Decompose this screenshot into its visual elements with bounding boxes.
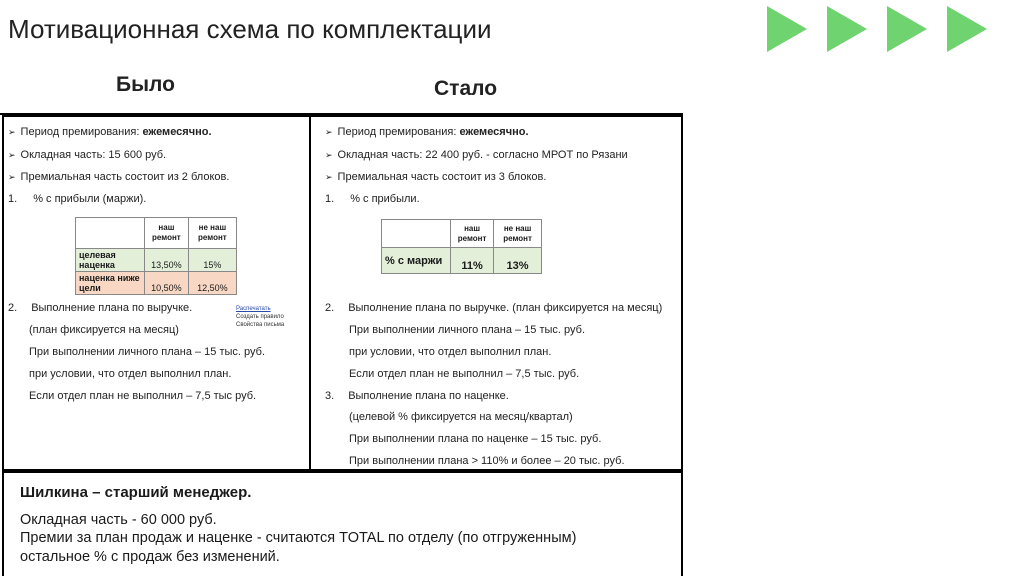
create-rule-item[interactable]: Создать правило <box>236 314 284 320</box>
table-row: % с маржи 11% 13% <box>382 248 542 274</box>
before-dept-fail: Если отдел план не выполнил – 7,5 тыс руб. <box>29 390 257 402</box>
manager-rest: остальное % с продаж без изменений. <box>20 549 280 565</box>
before-block2: 2. Выполнение плана по выручке. <box>8 302 193 314</box>
table-corner <box>76 218 145 249</box>
play-arrow-icon <box>945 4 989 54</box>
table-corner <box>382 220 451 248</box>
after-block1: 1. % с прибыли. <box>325 193 420 205</box>
before-period: ➢ Период премирования: ежемесячно. <box>8 126 212 138</box>
table-row: целевая наценка 13,50% 15% <box>76 249 237 272</box>
after-dept-condition: при условии, что отдел выполнил план. <box>349 346 552 358</box>
context-menu <box>236 305 284 329</box>
after-block2: 2. Выполнение плана по выручке. (план фиксируется на месяц) <box>325 302 663 314</box>
before-salary: ➢ Окладная часть: 15 600 руб. <box>8 149 167 161</box>
column-heading-before: Было <box>116 73 175 96</box>
after-premium: ➢ Премиальная часть состоит из 3 блоков. <box>325 171 547 183</box>
after-markup-over: При выполнении плана > 110% и более – 20 тыс. руб. <box>349 455 625 467</box>
before-dept-condition: при условии, что отдел выполнил план. <box>29 368 232 380</box>
before-block1: 1. % с прибыли (маржи). <box>8 193 147 205</box>
page-title: Мотивационная схема по комплектации <box>8 14 492 44</box>
after-dept-fail: Если отдел план не выполнил – 7,5 тыс. руб. <box>349 368 580 380</box>
table-row: наценка ниже цели 10,50% 12,50% <box>76 272 237 295</box>
arrow-bullet-icon: ➢ <box>8 127 16 137</box>
after-margin-table <box>381 219 542 274</box>
table-header: не наш ремонт <box>188 218 236 249</box>
arrow-bullet-icon: ➢ <box>325 150 333 160</box>
before-personal-plan: При выполнении личного плана – 15 тыс. руб. <box>29 346 266 358</box>
after-block3: 3. Выполнение плана по наценке. <box>325 390 509 402</box>
arrow-bullet-icon: ➢ <box>8 150 16 160</box>
after-markup-plan: При выполнении плана по наценке – 15 тыс. руб. <box>349 433 602 445</box>
before-premium: ➢ Премиальная часть состоит из 2 блоков. <box>8 171 230 183</box>
after-markup-note: (целевой % фиксируется на месяц/квартал) <box>349 411 573 423</box>
manager-bonus: Премии за план продаж и наценке - считаются TOTAL по отделу (по отгруженным) <box>20 530 577 546</box>
manager-salary: Окладная часть - 60 000 руб. <box>20 512 217 528</box>
table-header: наш ремонт <box>145 218 189 249</box>
decorative-arrows <box>765 4 1005 54</box>
before-plan-note: (план фиксируется на месяц) <box>29 324 179 336</box>
arrow-bullet-icon: ➢ <box>325 172 333 182</box>
play-arrow-icon <box>825 4 869 54</box>
after-personal-plan: При выполнении личного плана – 15 тыс. руб. <box>349 324 586 336</box>
after-salary: ➢ Окладная часть: 22 400 руб. - согласно МРОТ по Рязани <box>325 149 628 161</box>
manager-heading: Шилкина – старший менеджер. <box>20 484 252 501</box>
play-arrow-icon <box>885 4 929 54</box>
before-margin-table <box>75 217 237 295</box>
arrow-bullet-icon: ➢ <box>325 127 333 137</box>
message-properties-item[interactable]: Свойства письма <box>236 322 285 328</box>
arrow-bullet-icon: ➢ <box>8 172 16 182</box>
print-link[interactable]: Распечатать <box>236 306 271 312</box>
after-period: ➢ Период премирования: ежемесячно. <box>325 126 529 138</box>
play-arrow-icon <box>765 4 809 54</box>
table-header: не наш ремонт <box>494 220 542 248</box>
table-header: наш ремонт <box>451 220 494 248</box>
column-heading-after: Стало <box>434 77 498 100</box>
